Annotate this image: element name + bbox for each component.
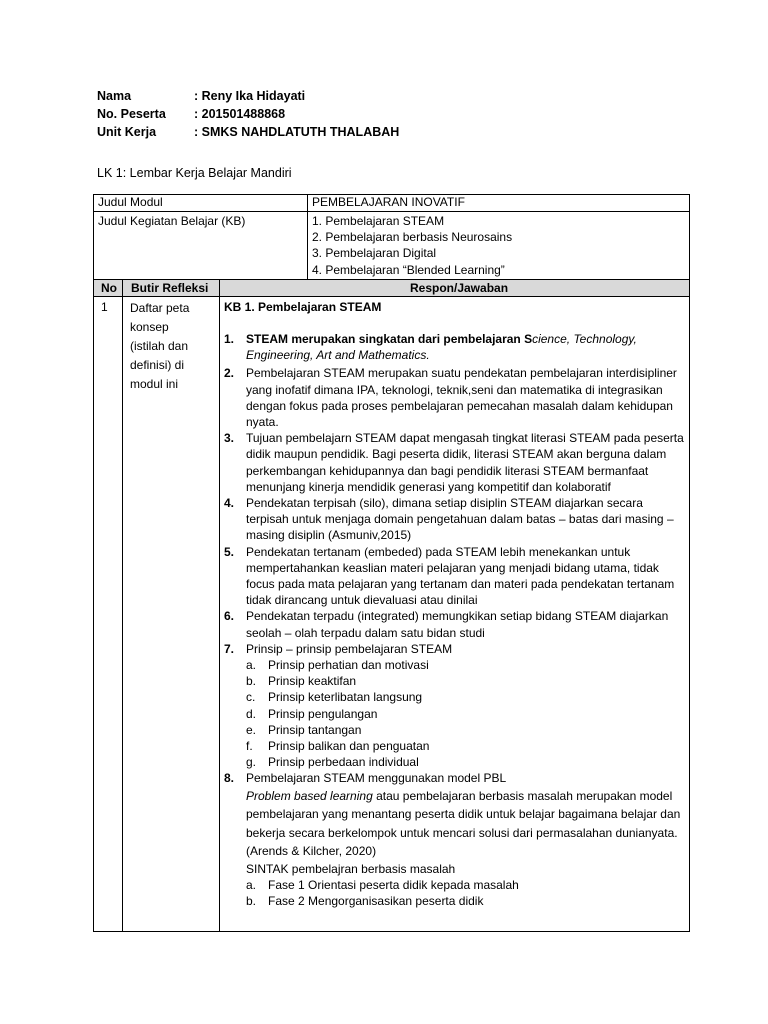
col-header-no: No [101,281,117,295]
sub-item: a. Fase 1 Orientasi peserta didik kepada masalah [246,877,519,892]
item-text: Pembelajaran STEAM merupakan suatu pendekatan pembelajaran interdisipliner yang inofatif dimana IPA, teknologi, teknik,seni dan matematika di integrasikan dengan fokus pada proses pembelajaran pemecahan masalah dalam kehidupan nyata. [246,366,677,430]
row-number: 1 [101,300,108,314]
item-text: Pembelajaran STEAM menggunakan model PBL [246,771,507,786]
kb-heading: KB 1. Pembelajaran STEAM [224,300,382,314]
list-item: 6. Pendekatan terpadu (integrated) memungkikan setiap bidang STEAM diajarkan seolah – olah terpadu dalam satu bidan studi [224,609,669,640]
item-text: Tujuan pembelajarn STEAM dapat mengasah tingkat literasi STEAM pada peserta didik maupun pendidik. Bagi peserta didik, literasi STEAM akan berguna dalam perkembangan kehidupannya dan bagi pendidik literasi STEAM bermanfaat menunjang kinerja mendidik generasi yang kompetitif dan kolaboratif [246,431,684,494]
kb-item: 4. Pembelajaran “Blended Learning” [312,263,505,277]
judul-modul-value: PEMBELAJARAN INOVATIF [312,195,465,209]
col-divider [219,279,220,932]
sub-item: g. Prinsip perbedaan individual [246,755,419,770]
item-text: Pendekatan terpisah (silo), dimana setiap disiplin STEAM diajarkan secara terpisah untuk menjaga domain pengetahuan dalam batas – batas dari masing – masing disiplin (Asmuniv,2015) [246,496,674,543]
col-divider [122,279,123,932]
kb-item: 3. Pembelajaran Digital [312,246,437,260]
nama-row [97,89,305,103]
unit-row [97,125,399,139]
butir-line: modul ini [130,377,179,391]
butir-cell [130,299,189,394]
nama-value: : Reny Ika Hidayati [194,89,306,103]
item-text: Prinsip – prinsip pembelajaran STEAM [246,641,453,656]
judul-kb-label: Judul Kegiatan Belajar (KB) [98,214,246,228]
sub-item: f. Prinsip balikan dan penguatan [246,739,430,754]
sintak-line: SINTAK pembelajran berbasis masalah [246,861,456,876]
sub-item: e. Prinsip tantangan [246,722,362,737]
list-item: 1. STEAM merupakan singkatan dari pembelajaran Science, Technology, Engineering, Art and Mathematics. [224,332,637,363]
col-header-respon: Respon/Jawaban [410,281,509,295]
lk-title: LK 1: Lembar Kerja Belajar Mandiri [97,166,292,180]
butir-line: definisi) di [130,358,185,372]
pbl-paragraph: Problem based learning atau pembelajaran berbasis masalah merupakan model pembelajaran yang menantang peserta didik untuk belajar bagaimana belajar dan bekerja secara berkelompok untuk mencari solusi dari permasalahan dunianyata. (Arends & Kilcher, 2020) [246,788,681,859]
item-text: Pendekatan tertanam (embeded) pada STEAM lebih menekankan untuk mempertahankan keaslian materi pelajaran yang menjadi bidang utama, tidak focus pada mata pelajaran yang tertanam dan materi pada pendekatan tertanam tidak dirancang untuk dievaluasi atau dinilai [246,544,675,608]
butir-line: (istilah dan [130,339,189,353]
kb-item: 1. Pembelajaran STEAM [312,214,445,228]
unit-label: Unit Kerja [97,125,157,139]
row-divider [93,211,690,212]
steam-list [224,331,684,909]
col-header-butir: Butir Refleksi [131,281,209,295]
peserta-row [97,107,285,121]
sub-item: c. Prinsip keterlibatan langsung [246,690,423,705]
item-text-italic: Engineering, Art and Mathematics. [246,348,430,363]
peserta-value: : 201501488868 [194,107,286,121]
sub-item: a. Prinsip perhatian dan motivasi [246,658,429,673]
unit-value: : SMKS NAHDLATUTH THALABAH [194,125,400,139]
peserta-label: No. Peserta [97,107,166,121]
list-item: 4. Pendekatan terpisah (silo), dimana setiap disiplin STEAM diajarkan secara terpisah untuk menjaga domain pengetahuan dalam batas – batas dari masing – masing disiplin (Asmuniv,2015) [224,496,674,543]
col-divider [307,194,308,280]
item-text: STEAM merupakan singkatan dari pembelajaran S [246,332,533,346]
row-divider [93,296,690,297]
kb-item: 2. Pembelajaran berbasis Neurosains [312,230,513,244]
judul-modul-label: Judul Modul [98,195,163,209]
sub-item: b. Prinsip keaktifan [246,674,357,689]
list-item: 8. Pembelajaran STEAM menggunakan model PBL Problem based learning atau pembelajaran berbasis masalah merupakan model pembelajaran yang menantang peserta didik untuk belajar bagaimana belajar dan bekerja secara berkelompok untuk mencari solusi dari permasalahan dunianyata. (Arends & Kilcher, 2020) SINTAK pembelajran berbasis masalah a. Fase 1 Orientasi peserta didik kepada masalah b. Fase 2 Mengorganisasikan peserta didik [224,770,684,909]
nama-label: Nama [97,89,132,103]
sub-item: d. Prinsip pengulangan [246,706,378,721]
butir-line: konsep [130,320,169,334]
butir-line: Daftar peta [130,301,190,315]
item-text-italic: cience, Technology, [532,332,637,346]
item-text: Pendekatan terpadu (integrated) memungkikan setiap bidang STEAM diajarkan seolah – olah terpadu dalam satu bidan studi [246,609,669,640]
list-item: 2. Pembelajaran STEAM merupakan suatu pendekatan pembelajaran interdisipliner yang inofatif dimana IPA, teknologi, teknik,seni dan matematika di integrasikan dengan fokus pada proses pembelajaran pemecahan masalah dalam kehidupan nyata. [224,366,677,430]
list-item: 7. Prinsip – prinsip pembelajaran STEAM a. Prinsip perhatian dan motivasi b. Prinsip keaktifan c. Prinsip keterlibatan langsung d. Prinsip pengulangan e. Prinsip tantangan f. Prinsip balikan dan penguatan g. Prinsip perbedaan individual [224,641,684,771]
list-item: 5. Pendekatan tertanam (embeded) pada STEAM lebih menekankan untuk mempertahankan keaslian materi pelajaran yang menjadi bidang utama, tidak focus pada mata pelajaran yang tertanam dan materi pada pendekatan tertanam tidak dirancang untuk dievaluasi atau dinilai [224,544,675,608]
list-item: 3. Tujuan pembelajarn STEAM dapat mengasah tingkat literasi STEAM pada peserta didik maupun pendidik. Bagi peserta didik, literasi STEAM akan berguna dalam perkembangan kehidupannya dan bagi pendidik literasi STEAM bermanfaat menunjang kinerja mendidik generasi yang kompetitif dan kolaboratif [224,431,684,494]
sub-item: b. Fase 2 Mengorganisasikan peserta didik [246,894,484,909]
